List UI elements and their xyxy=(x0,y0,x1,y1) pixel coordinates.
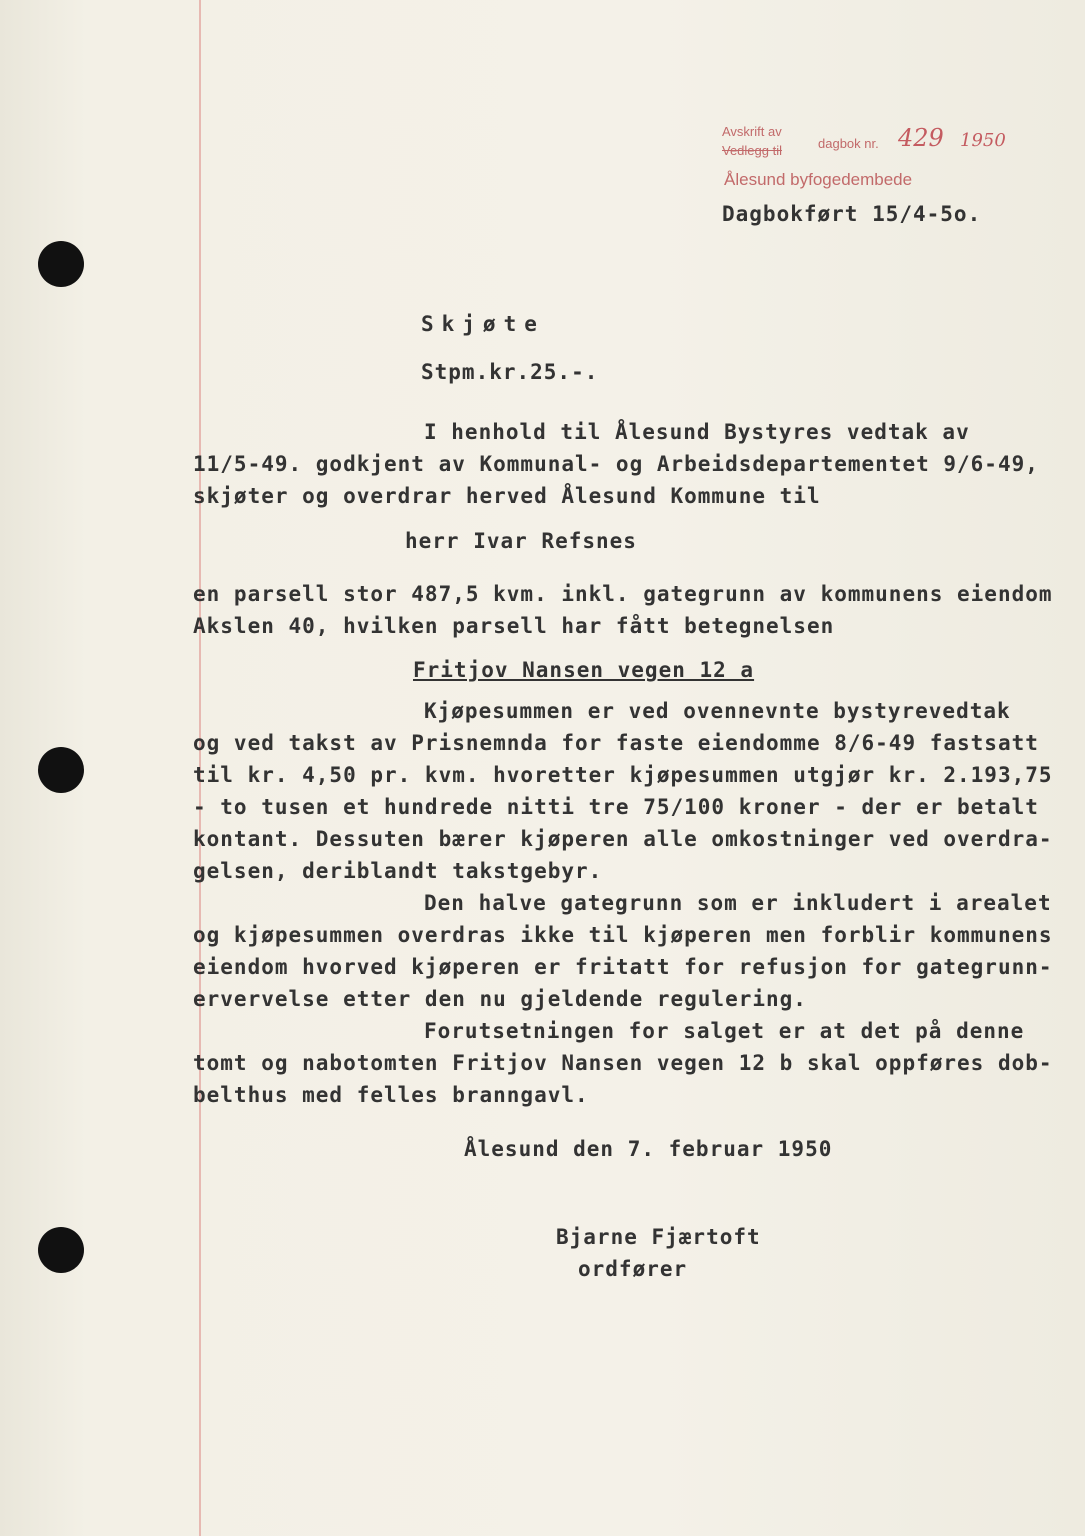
body-line: kontant. Dessuten bærer kjøperen alle omkostninger ved overdra- xyxy=(193,827,1053,851)
document-title: Skjøte xyxy=(421,312,545,336)
body-line: og kjøpesummen overdras ikke til kjøperen men forblir kommunens xyxy=(193,923,1053,947)
body-line: I henhold til Ålesund Bystyres vedtak av xyxy=(424,420,970,444)
body-line: belthus med felles branngavl. xyxy=(193,1083,589,1107)
body-line: Kjøpesummen er ved ovennevnte bystyrevedtak xyxy=(424,699,1011,723)
body-line: eiendom hvorved kjøperen er fritatt for refusjon for gategrunn- xyxy=(193,955,1053,979)
body-line: og ved takst av Prisnemnda for faste eiendomme 8/6-49 fastsatt xyxy=(193,731,1039,755)
body-line: - to tusen et hundrede nitti tre 75/100 kroner - der er betalt xyxy=(193,795,1039,819)
stamp-vedlegg: Vedlegg til xyxy=(722,143,782,158)
body-line: skjøter og overdrar herved Ålesund Kommune til xyxy=(193,484,821,508)
body-line: Den halve gategrunn som er inkludert i arealet xyxy=(424,891,1052,915)
stamp-year: 1950 xyxy=(960,130,1006,151)
punch-hole xyxy=(38,1227,84,1273)
body-line: ervervelse etter den nu gjeldende regulering. xyxy=(193,987,807,1011)
body-line: en parsell stor 487,5 kvm. inkl. gategrunn av kommunens eiendom xyxy=(193,582,1053,606)
stamp-duty: Stpm.kr.25.-. xyxy=(421,360,599,384)
dagbokfort-line: Dagbokført 15/4-5o. xyxy=(722,202,982,226)
signature-title: ordfører xyxy=(578,1257,688,1281)
signature-name: Bjarne Fjærtoft xyxy=(556,1225,761,1249)
property-designation: Fritjov Nansen vegen 12 a xyxy=(413,658,755,682)
body-line: til kr. 4,50 pr. kvm. hvoretter kjøpesummen utgjør kr. 2.193,75 xyxy=(193,763,1053,787)
body-line: gelsen, deriblandt takstgebyr. xyxy=(193,859,603,883)
punch-hole xyxy=(38,241,84,287)
body-line: Akslen 40, hvilken parsell har fått betegnelsen xyxy=(193,614,835,638)
place-date: Ålesund den 7. februar 1950 xyxy=(464,1137,833,1161)
stamp-office: Ålesund byfogedembede xyxy=(724,170,913,189)
stamp-dagbok-nr: dagbok nr. xyxy=(818,136,879,151)
stamp-avskrift: Avskrift av xyxy=(722,124,782,139)
body-line: Forutsetningen for salget er at det på denne xyxy=(424,1019,1025,1043)
grantee-name: herr Ivar Refsnes xyxy=(405,529,637,553)
body-line: tomt og nabotomten Fritjov Nansen vegen 12 b skal oppføres dob- xyxy=(193,1051,1053,1075)
stamp-number: 429 xyxy=(898,124,944,152)
body-line: 11/5-49. godkjent av Kommunal- og Arbeidsdepartementet 9/6-49, xyxy=(193,452,1039,476)
punch-hole xyxy=(38,747,84,793)
